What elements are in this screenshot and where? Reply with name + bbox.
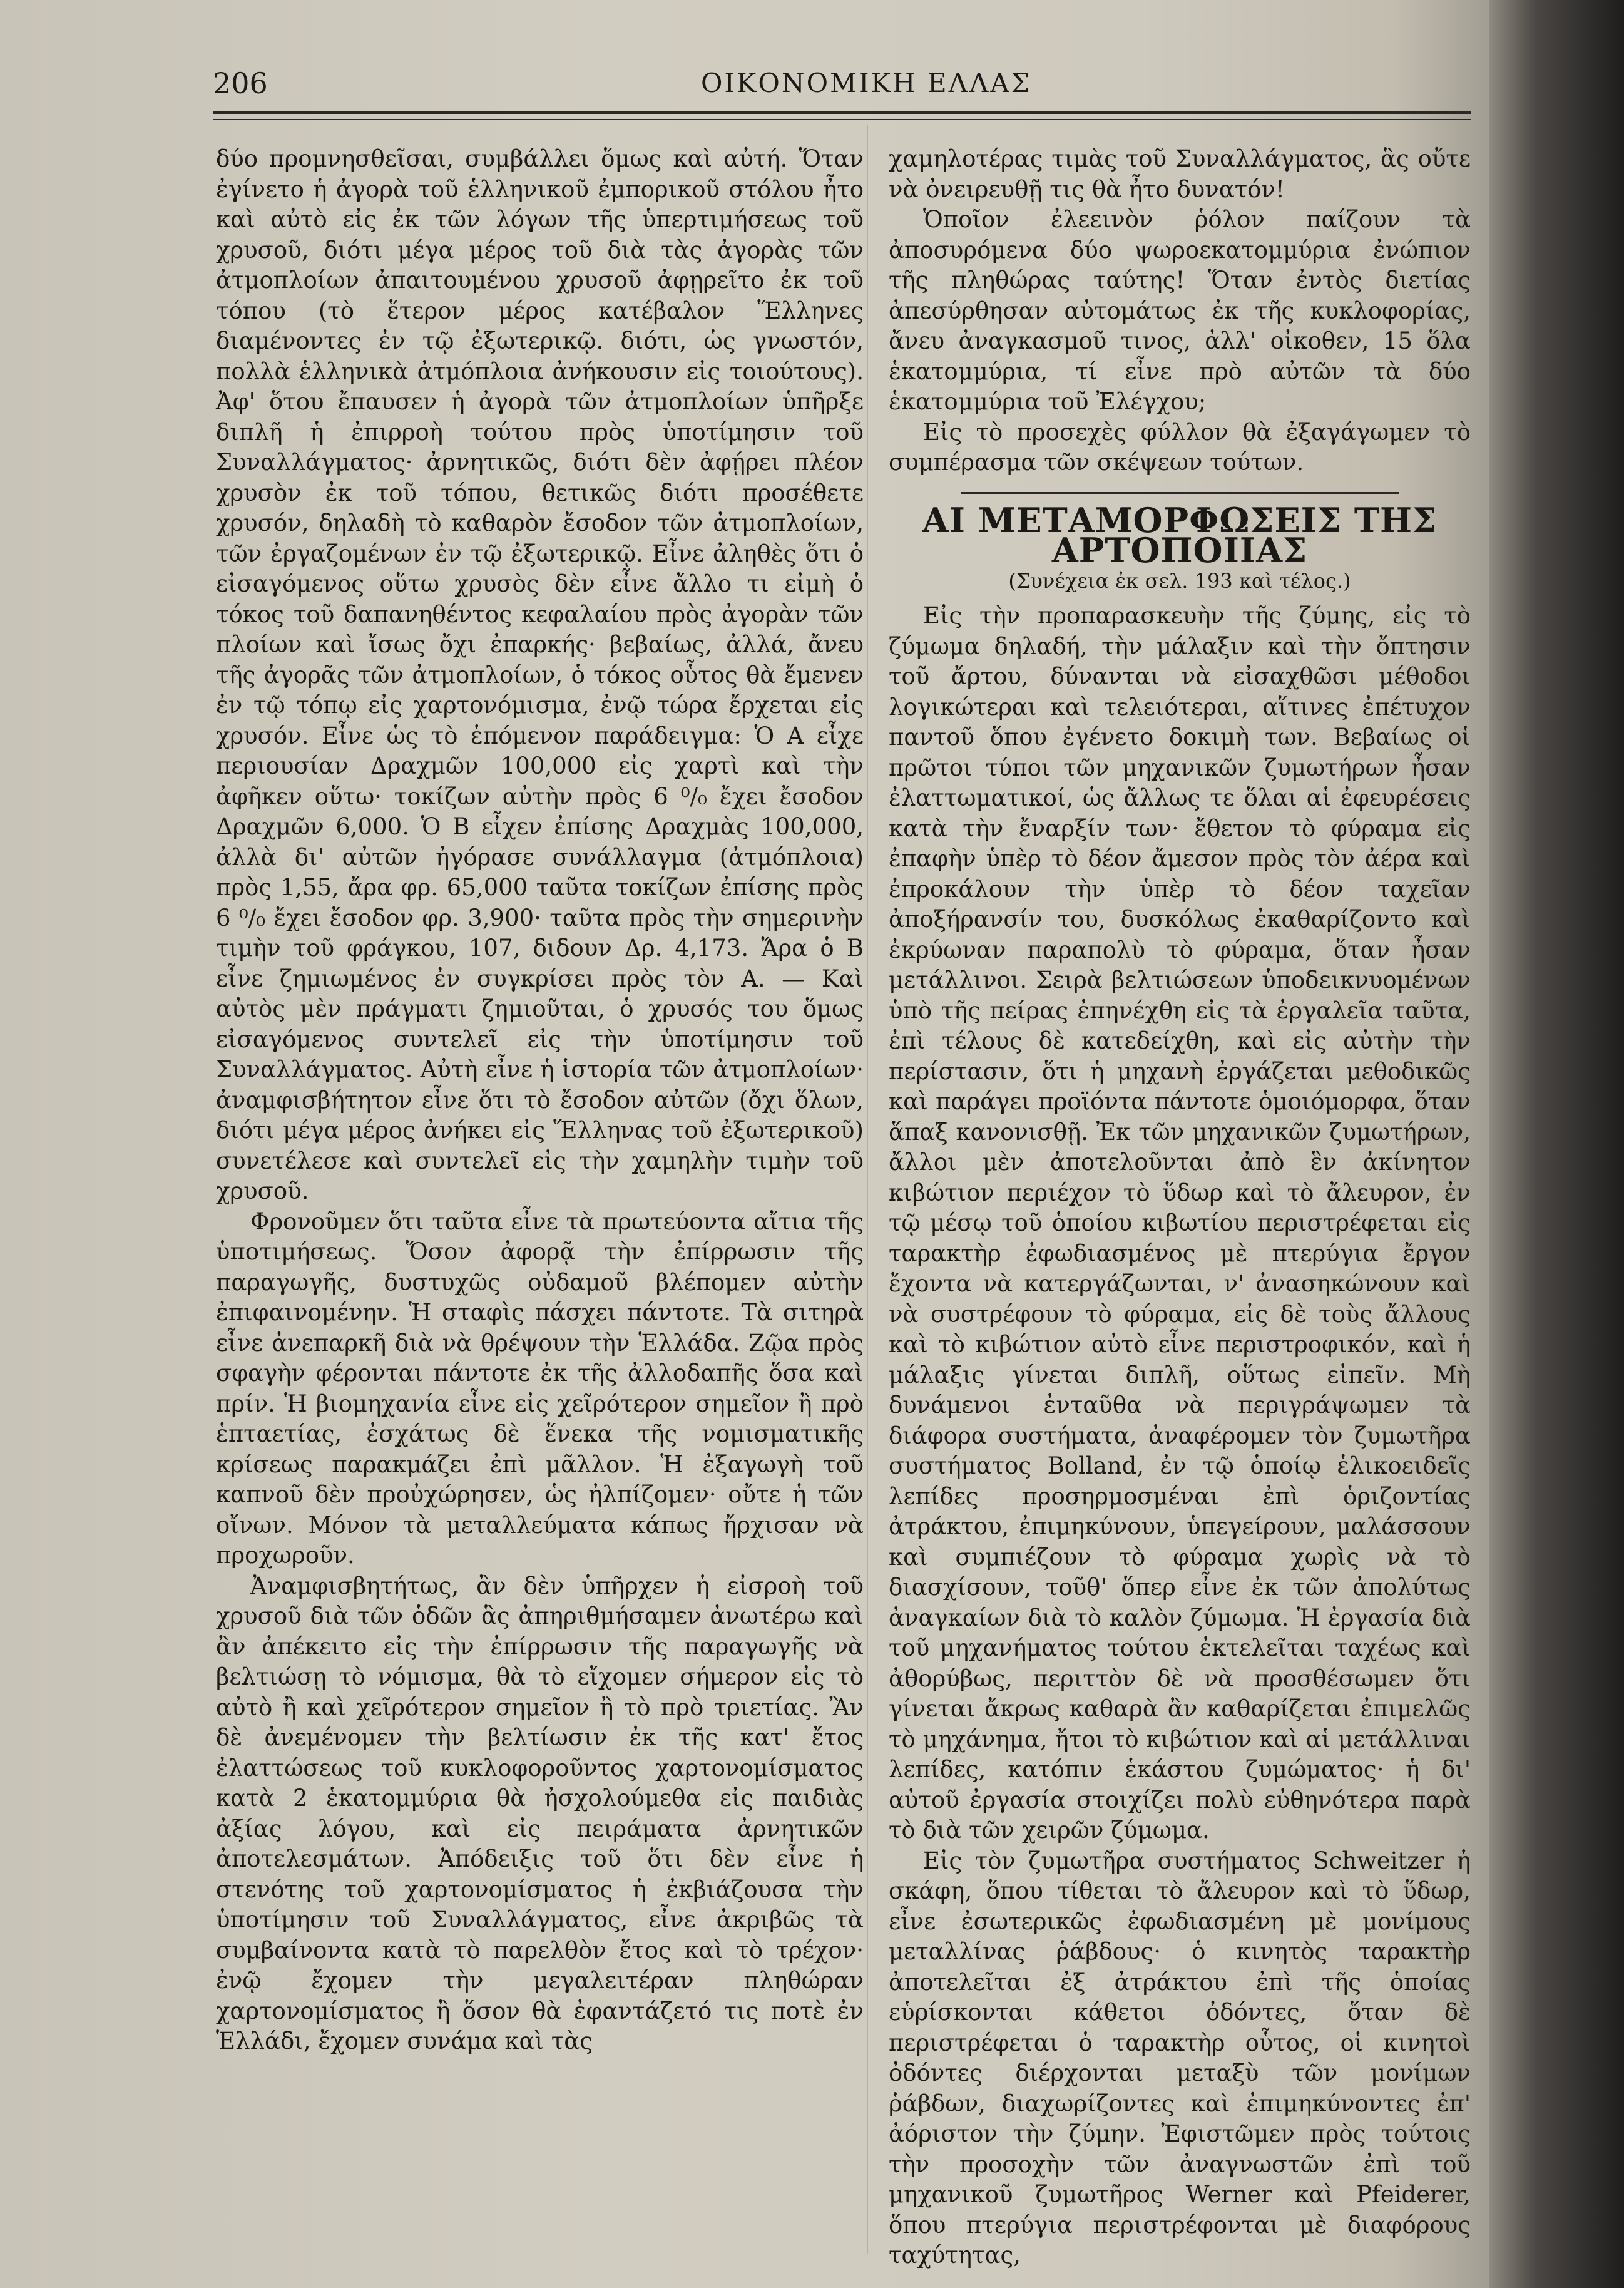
paragraph: Φρονοῦμεν ὅτι ταῦτα εἶνε τὰ πρωτεύοντα αἴτια τῆς ὑποτιμήσεως. Ὅσον ἀφορᾷ τὴν ἐπίρρωσιν τῆς παραγωγῆς, δυστυχῶς οὐδαμοῦ βλέπομεν αὐτὴν ἐπιφαινομένην. Ἡ σταφὶς πάσχει πάντοτε. Τὰ σιτηρὰ εἶνε ἀνεπαρκῆ διὰ νὰ θρέψουν τὴν Ἑλλάδα. Ζῷα πρὸς σφαγὴν φέρονται πάντοτε ἐκ τῆς ἀλλοδαπῆς ὅσα καὶ πρίν. Ἡ βιομηχανία εἶνε εἰς χεῖρότερον σημεῖον ἢ πρὸ ἑπταετίας, ἐσχάτως δὲ ἕνεκα τῆς νομισματικῆς κρίσεως παρακμάζει ἐπὶ μᾶλλον. Ἡ ἐξαγωγὴ τοῦ καπνοῦ δὲν προὐχώρησεν, ὡς ἠλπίζομεν· οὔτε ἡ τῶν οἴνων. Μόνον τὰ μεταλλεύματα κάπως ἤρχισαν νὰ προχωροῦν.	[216, 1208, 864, 1569]
running-title: ΟΙΚΟΝΟΜΙΚΗ ΕΛΛΑΣ	[701, 68, 1032, 98]
paragraph: Εἰς τὴν προπαρασκευὴν τῆς ζύμης, εἰς τὸ ζύμωμα δηλαδή, τὴν μάλαξιν καὶ τὴν ὄπτησιν τοῦ ἄρτου, δύνανται νὰ εἰσαχθῶσι μέθοδοι λογικώτεραι καὶ τελειότεραι, αἵτινες ἐπέτυχον παντοῦ ὅπου ἐγένετο δοκιμὴ των. Βεβαίως οἱ πρῶτοι τύποι τῶν μηχανικῶν ζυμωτήρων ἦσαν ἐλαττωματικοί, ὡς ἄλλως τε ὅλαι αἱ ἐφευρέσεις κατὰ τὴν ἔναρξίν των· ἔθετον τὸ φύραμα εἰς ἐπαφὴν ὑπὲρ τὸ δέον ἄμεσον πρὸς τὸν ἀέρα καὶ ἐπροκάλουν τὴν ὑπὲρ τὸ δέον ταχεῖαν ἀποξήρανσίν του, δυσκόλως ἐκαθαρίζοντο καὶ ἐκρύωναν παραπολὺ τὸ φύραμα, ὅταν ἦσαν μετάλλινοι. Σειρὰ βελτιώσεων ὑποδεικνυομένων ὑπὸ τῆς πείρας ἐπηνέχθη εἰς τὰ ἐργαλεῖα ταῦτα, ἐπὶ τέλους δὲ κατεδείχθη, καὶ εἰς αὐτὴν τὴν περίστασιν, ὅτι ἡ μηχανὴ ἐργάζεται μεθοδικῶς καὶ παράγει προϊόντα πάντοτε ὁμοιόμορφα, ὅταν ἅπαξ κανονισθῇ. Ἐκ τῶν μηχανικῶν ζυμωτήρων, ἄλλοι μὲν ἀποτελοῦνται ἀπὸ ἓν ἀκίνητον κιβώτιον περιέχον τὸ ὕδωρ καὶ τὸ ἄλευρον, ἐν τῷ μέσῳ τοῦ ὁποίου κιβωτίου περιστρέφεται εἰς ταρακτὴρ ἐφωδιασμένος μὲ πτερύγια ἔργον ἔχοντα νὰ κατεργάζωνται, ν' ἀνασηκώνουν καὶ νὰ συστρέφουν τὸ φύραμα, εἰς δὲ τοὺς ἄλλους καὶ τὸ κιβώτιον αὐτὸ εἶνε περιστροφικόν, καὶ ἡ μάλαξις γίνεται διπλῆ, οὕτως εἰπεῖν. Μὴ δυνάμενοι ἐνταῦθα νὰ περιγράψωμεν τὰ διάφορα συστήματα, ἀναφέρομεν τὸν ζυμωτῆρα συστήματος Bolland, ἐν τῷ ὁποίῳ ἑλικοειδεῖς λεπίδες προσηρμοσμέναι ἐπὶ ὁριζοντίας ἀτράκτου, ἐπιμηκύνουν, ὑπεγείρουν, μαλάσσουν καὶ συμπιέζουν τὸ φύραμα χωρὶς νὰ τὸ διασχίσουν, τοῦθ' ὅπερ εἶνε ἐκ τῶν ἀπολύτως ἀναγκαίων διὰ τὸ καλὸν ζύμωμα. Ἡ ἐργασία διὰ τοῦ μηχανήματος τούτου ἐκτελεῖται ταχέως καὶ ἀθορύβως, περιττὸν δὲ νὰ προσθέσωμεν ὅτι γίνεται ἄκρως καθαρὰ ἂν καθαρίζεται ἐπιμελῶς τὸ μηχάνημα, ἤτοι τὸ κιβώτιον καὶ αἱ μετάλλιναι λεπίδες, κατόπιν ἑκάστου ζυμώματος· ἡ δι' αὐτοῦ ἐργασία στοιχίζει πολὺ εὐθηνότερα παρὰ τὸ διὰ τῶν χειρῶν ζύμωμα.	[889, 602, 1471, 1844]
continued-note: (Συνέχεια ἐκ σελ. 193 καὶ τέλος.)	[1008, 568, 1351, 593]
right-column	[889, 144, 1471, 2271]
header-rule-thin	[213, 119, 1471, 120]
page-number: 206	[213, 66, 268, 100]
page-header	[213, 63, 1464, 113]
paragraph: Εἰς τὸ προσεχὲς φύλλον θὰ ἐξαγάγωμεν τὸ συμπέρασμα τῶν σκέψεων τούτων.	[889, 418, 1471, 476]
paragraph: Ὁποῖον ἐλεεινὸν ῥόλον παίζουν τὰ ἀποσυρόμενα δύο ψωροεκατομμύρια ἐνώπιον τῆς πληθώρας ταύτης! Ὅταν ἐντὸς διετίας ἀπεσύρθησαν αὐτομάτως ἐκ τῆς κυκλοφορίας, ἄνευ ἀναγκασμοῦ τινος, ἀλλ' οἰκοθεν, 15 ὅλα ἑκατομμύρια, τί εἶνε πρὸ αὐτῶν τὰ δύο ἑκατομμύρια τοῦ Ἐλέγχου;	[889, 206, 1471, 415]
article-title: ΑΙ ΜΕΤΑΜΟΡΦΩΣΕΙΣ ΤΗΣ ΑΡΤΟΠΟΙΙΑΣ	[922, 500, 1438, 570]
header-rule	[213, 111, 1471, 114]
paragraph: δύο προμνησθεῖσαι, συμβάλλει ὅμως καὶ αὐτή. Ὅταν ἐγίνετο ἡ ἀγορὰ τοῦ ἑλληνικοῦ ἐμπορικοῦ στόλου ἦτο καὶ αὐτὸ εἰς ἐκ τῶν λόγων τῆς ὑπερτιμήσεως τοῦ χρυσοῦ, διότι μέγα μέρος τοῦ διὰ τὰς ἀγορὰς τῶν ἀτμοπλοίων ἀπαιτουμένου χρυσοῦ ἀφῃρεῖτο ἐκ τοῦ τόπου (τὸ ἕτερον μέρος κατέβαλον Ἕλληνες διαμένοντες ἐν τῷ ἐξωτερικῷ. διότι, ὡς γνωστόν, πολλὰ ἑλληνικὰ ἀτμόπλοια ἀνήκουσιν εἰς τοιούτους). Ἀφ' ὅτου ἔπαυσεν ἡ ἀγορὰ τῶν ἀτμοπλοίων ὑπῆρξε διπλῆ ἡ ἐπιρροὴ τούτου πρὸς ὑποτίμησιν τοῦ Συναλλάγματος· ἀρνητικῶς, διότι δὲν ἀφῄρει πλέον χρυσὸν ἐκ τοῦ τόπου, θετικῶς διότι προσέθετε χρυσόν, δηλαδὴ τὸ καθαρὸν ἔσοδον τῶν ἀτμοπλοίων, τῶν ἐργαζομένων ἐν τῷ ἐξωτερικῷ. Εἶνε ἀληθὲς ὅτι ὁ εἰσαγόμενος οὕτω χρυσὸς δὲν εἶνε ἄλλο τι εἰμὴ ὁ τόκος τοῦ δαπανηθέντος κεφαλαίου πρὸς ἀγορὰν τῶν πλοίων καὶ ἴσως ὄχι ἐπαρκής· βεβαίως, ἀλλά, ἄνευ τῆς ἀγορᾶς τῶν ἀτμοπλοίων, ὁ τόκος οὗτος θὰ ἔμενεν ἐν τῷ τόπῳ εἰς χαρτονόμισμα, ἐνῷ τώρα ἔρχεται εἰς χρυσόν. Εἶνε ὡς τὸ ἑπόμενον παράδειγμα: Ὁ Α εἶχε περιουσίαν Δραχμῶν 100,000 εἰς χαρτὶ καὶ τὴν ἀφῆκεν οὕτω· τοκίζων αὐτὴν πρὸς 6 ⁰/₀ ἔχει ἔσοδον Δραχμῶν 6,000. Ὁ Β εἶχεν ἐπίσης Δραχμὰς 100,000, ἀλλὰ δι' αὐτῶν ἠγόρασε συνάλλαγμα (ἀτμόπλοια) πρὸς 1,55, ἄρα φρ. 65,000 ταῦτα τοκίζων ἐπίσης πρὸς 6 ⁰/₀ ἔχει ἔσοδον φρ. 3,900· ταῦτα πρὸς τὴν σημερινὴν τιμὴν τοῦ φράγκου, 107, διδουν Δρ. 4,173. Ἄρα ὁ Β εἶνε ζημιωμένος ἐν συγκρίσει πρὸς τὸν Α. — Καὶ αὐτὸς μὲν πράγματι ζημιοῦται, ὁ χρυσός του ὅμως εἰσαγόμενος συντελεῖ εἰς τὴν ὑποτίμησιν τοῦ Συναλλάγματος. Αὐτὴ εἶνε ἡ ἱστορία τῶν ἀτμοπλοίων· ἀναμφισβήτητον εἶνε ὅτι τὸ ἔσοδον αὐτῶν (ὄχι ὅλων, διότι μέγα μέρος ἀνήκει εἰς Ἕλληνας τοῦ ἐξωτερικοῦ) συνετέλεσε καὶ συντελεῖ εἰς τὴν χαμηλὴν τιμὴν τοῦ χρυσοῦ.	[216, 145, 864, 1204]
paragraph: Εἰς τὸν ζυμωτῆρα συστήματος Schweitzer ἡ σκάφη, ὅπου τίθεται τὸ ἄλευρον καὶ τὸ ὕδωρ, εἶνε ἐσωτερικῶς ἐφωδιασμένη μὲ μονίμους μεταλλίνας ῥάβδους· ὁ κινητὸς ταρακτὴρ ἀποτελεῖται ἐξ ἀτράκτου ἐπὶ τῆς ὁποίας εὑρίσκονται κάθετοι ὀδόντες, ὅταν δὲ περιστρέφεται ὁ ταρακτὴρ οὗτος, οἱ κινητοὶ ὀδόντες διέρχονται μεταξὺ τῶν μονίμων ῥάβδων, διαχωρίζοντες καὶ ἐπιμηκύνοντες ἐπ' ἀόριστον τὴν ζύμην. Ἐφιστῶμεν πρὸς τούτοις τὴν προσοχὴν τῶν ἀναγνωστῶν ἐπὶ τοῦ μηχανικοῦ ζυμωτῆρος Werner καὶ Pfeiderer, ὅπου πτερύγια περιστρέφονται μὲ διαφόρους ταχύτητας,	[889, 1847, 1471, 2269]
book-spine-shadow	[1489, 0, 1624, 2288]
left-column	[216, 144, 864, 2057]
paragraph: χαμηλοτέρας τιμὰς τοῦ Συναλλάγματος, ἃς οὔτε νὰ ὀνειρευθῇ τις θὰ ἦτο δυνατόν!	[889, 145, 1471, 203]
article-separator	[961, 492, 1399, 494]
column-gutter	[867, 125, 868, 2254]
paragraph: Ἀναμφισβητήτως, ἂν δὲν ὑπῆρχεν ἡ εἰσροὴ τοῦ χρυσοῦ διὰ τῶν ὁδῶν ἃς ἀπηριθμήσαμεν ἀνωτέρω καὶ ἂν ἀπέκειτο εἰς τὴν ἐπίρρωσιν τῆς παραγωγῆς νὰ βελτιώσῃ τὸ νόμισμα, θὰ τὸ εἴχομεν σήμερον εἰς τὸ αὐτὸ ἢ καὶ χεῖρότερον σημεῖον ἢ τὸ πρὸ τριετίας. Ἂν δὲ ἀνεμένομεν τὴν βελτίωσιν ἐκ τῆς κατ' ἔτος ἐλαττώσεως τοῦ κυκλοφοροῦντος χαρτονομίσματος κατὰ 2 ἑκατομμύρια θὰ ἠσχολούμεθα εἰς παιδιὰς ἀξίας λόγου, καὶ εἰς πειράματα ἀρνητικῶν ἀποτελεσμάτων. Ἀπόδειξις τοῦ ὅτι δὲν εἶνε ἡ στενότης τοῦ χαρτονομίσματος ἡ ἐκβιάζουσα τὴν ὑποτίμησιν τοῦ Συναλλάγματος, εἶνε ἀκριβῶς τὰ συμβαίνοντα κατὰ τὸ παρελθὸν ἔτος καὶ τὸ τρέχον· ἐνῷ ἔχομεν τὴν μεγαλειτέραν πληθώραν χαρτονομίσματος ἢ ὅσον θὰ ἐφαντάζετό τις ποτὲ ἐν Ἑλλάδι, ἔχομεν συνάμα καὶ τὰς	[216, 1572, 864, 2055]
